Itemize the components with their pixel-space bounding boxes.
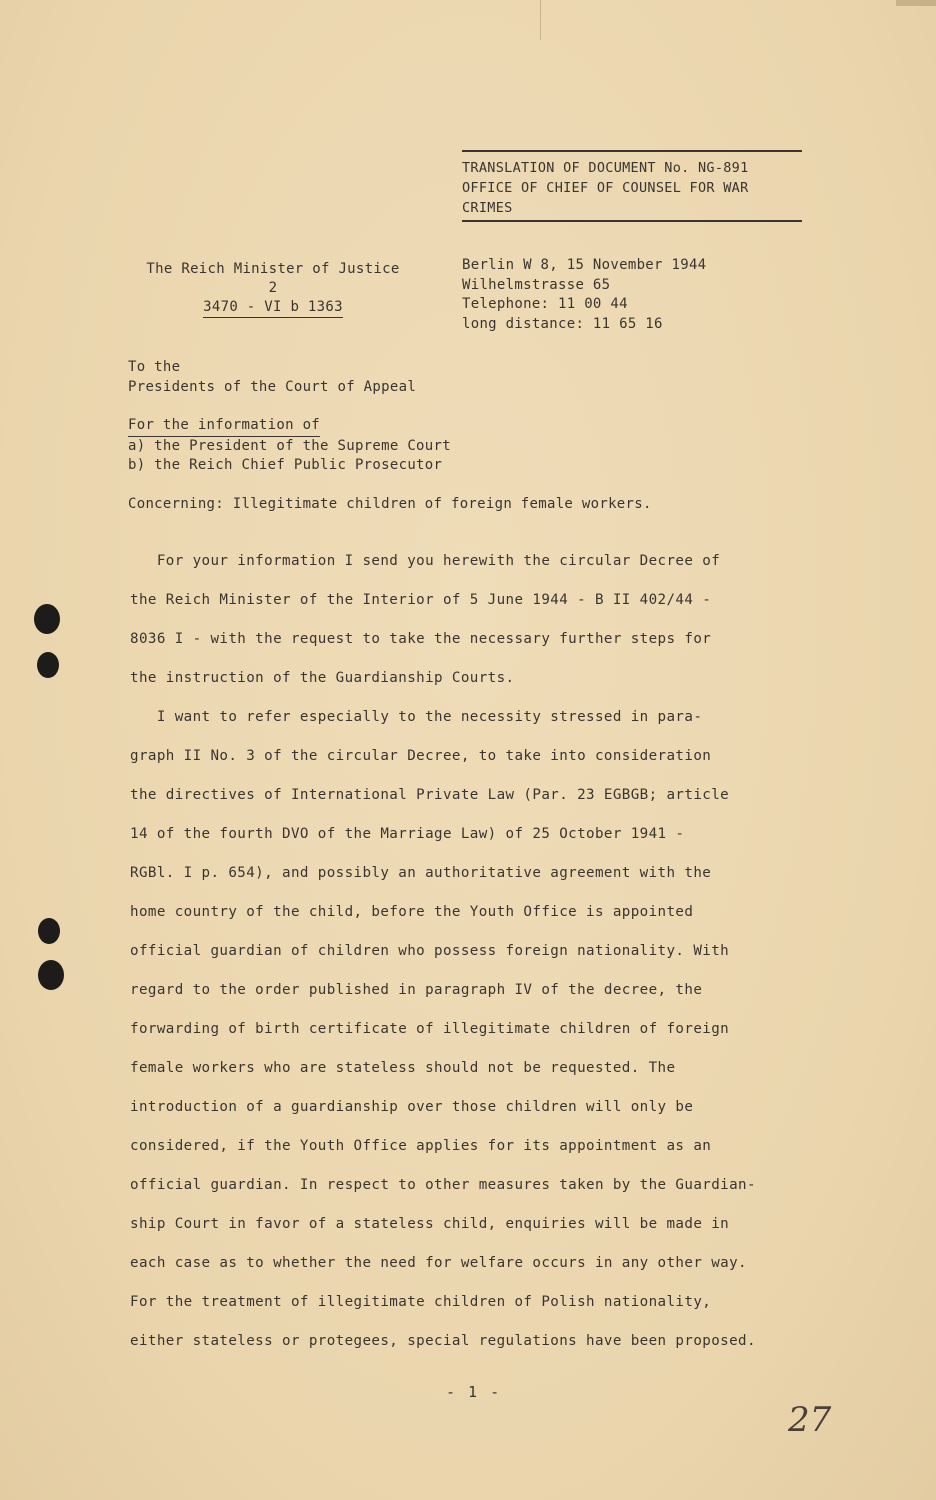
body-line: forwarding of birth certificate of illegitimate children of foreign: [130, 1021, 730, 1037]
sender-reference: 3470 - VI b 1363: [203, 298, 343, 318]
to-name: Presidents of the Court of Appeal: [128, 378, 417, 395]
body-line: 14 of the fourth DVO of the Marriage Law) of 25 October 1941 -: [130, 826, 685, 842]
body-line: either stateless or protegees, special regulations have been proposed.: [130, 1333, 756, 1349]
to-line: To the: [128, 359, 181, 375]
body-line: introduction of a guardianship over those children will only be: [130, 1099, 694, 1115]
punch-hole-icon: [34, 604, 60, 634]
body-line: considered, if the Youth Office applies for its appointment as an: [130, 1138, 712, 1154]
sender-title: The Reich Minister of Justice: [146, 261, 400, 277]
body-line: each case as to whether the need for welfare occurs in any other way.: [130, 1255, 747, 1271]
body-line: regard to the order published in paragraph IV of the decree, the: [130, 982, 703, 998]
address-line-1: Berlin W 8, 15 November 1944: [462, 257, 707, 273]
body-line: For the treatment of illegitimate children of Polish nationality,: [130, 1294, 712, 1310]
header-rule: [462, 220, 802, 222]
header-line-1: TRANSLATION OF DOCUMENT No. NG-891: [462, 160, 749, 176]
body-line: For your information I send you herewith the circular Decree of: [130, 553, 721, 569]
page-number: - 1 -: [446, 1383, 502, 1401]
info-recipient-a: a) the President of the Supreme Court: [128, 437, 451, 454]
address-block: [462, 256, 706, 334]
punch-hole-icon: [38, 918, 60, 944]
header-line-2: OFFICE OF CHIEF OF COUNSEL FOR WAR: [462, 180, 749, 196]
address-line-4: long distance: 11 65 16: [462, 315, 663, 332]
header-line-3: CRIMES: [462, 200, 513, 216]
recipients-block: [128, 358, 652, 514]
sender-block: [128, 260, 418, 318]
body-line: female workers who are stateless should not be requested. The: [130, 1060, 676, 1076]
body-line: I want to refer especially to the necessity stressed in para-: [130, 709, 703, 725]
folio-number: 27: [788, 1400, 832, 1440]
sender-number: 2: [268, 280, 278, 296]
address-line-2: Wilhelmstrasse 65: [462, 276, 611, 293]
body-line: the instruction of the Guardianship Courts.: [130, 670, 515, 686]
body-line: graph II No. 3 of the circular Decree, to take into consideration: [130, 748, 712, 764]
body-line: the Reich Minister of the Interior of 5 June 1944 - B II 402/44 -: [130, 592, 712, 608]
body-line: official guardian. In respect to other measures taken by the Guardian-: [130, 1177, 756, 1193]
body-line: the directives of International Private Law (Par. 23 EGBGB; article: [130, 787, 730, 803]
punch-hole-icon: [37, 652, 59, 678]
letter-body: [130, 542, 820, 1361]
paper-fold-mark: [540, 0, 541, 40]
corner-tape-mark: [896, 0, 936, 6]
subject-line: Concerning: Illegitimate children of foreign female workers.: [128, 495, 652, 512]
body-line: RGBl. I p. 654), and possibly an authoritative agreement with the: [130, 865, 712, 881]
translation-header: [462, 150, 802, 222]
body-line: official guardian of children who possess foreign nationality. With: [130, 943, 730, 959]
info-recipient-b: b) the Reich Chief Public Prosecutor: [128, 457, 443, 473]
address-line-3: Telephone: 11 00 44: [462, 296, 628, 312]
body-line: 8036 I - with the request to take the necessary further steps for: [130, 631, 712, 647]
body-line: ship Court in favor of a stateless child, enquiries will be made in: [130, 1216, 730, 1232]
info-heading: For the information of: [128, 416, 320, 437]
body-line: home country of the child, before the Youth Office is appointed: [130, 904, 694, 920]
punch-hole-icon: [38, 960, 64, 990]
